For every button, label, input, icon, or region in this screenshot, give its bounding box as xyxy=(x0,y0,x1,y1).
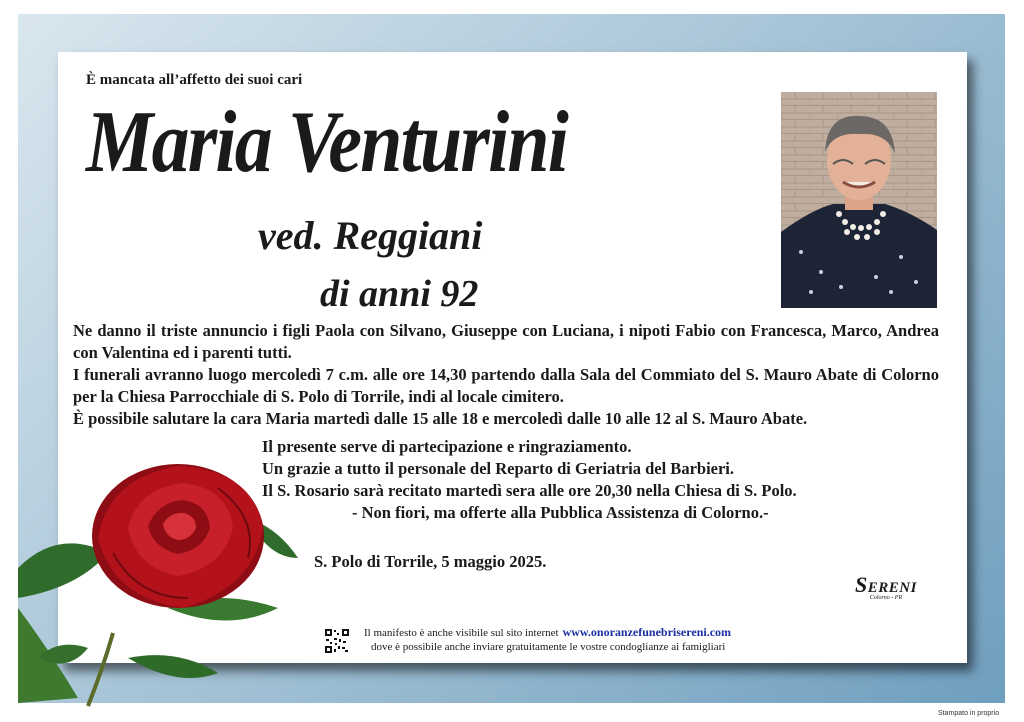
no-flowers-line: - Non fiori, ma offerte alla Pubblica Assistenza di Colorno.- xyxy=(352,503,769,522)
printed-note: Stampato in proprio xyxy=(938,710,1000,717)
rosary-line: Il S. Rosario sarà recitato martedì sera alle ore 20,30 nella Chiesa di S. Polo. xyxy=(262,481,797,500)
portrait-photo xyxy=(781,92,937,308)
participation-line: Il presente serve di partecipazione e ringraziamento. xyxy=(262,437,632,456)
deceased-name: Maria Venturini xyxy=(86,94,568,191)
funeral-paragraph: I funerali avranno luogo mercoledì 7 c.m. alle ore 14,30 partendo dalla Sala del Commiato del S. Mauro Abate di Colorno per la Chiesa Parrocchiale di S. Polo di Torrile, indi al locale cimitero. xyxy=(73,365,939,406)
qr-code-icon[interactable] xyxy=(325,629,349,653)
rose-icon xyxy=(18,458,308,708)
website-link[interactable]: www.onoranzefunebrisereni.com xyxy=(562,625,732,639)
footer-website-line: Il manifesto è anche visibile sul sito internet www.onoranzefunebrisereni.com xyxy=(364,625,732,639)
family-paragraph: Ne danno il triste annuncio i figli Paola con Silvano, Giuseppe con Luciana, i nipoti Fabio con Francesca, Marco, Andrea con Valentina ed i parenti tutti. xyxy=(73,321,939,362)
funeral-home-logo xyxy=(855,572,917,601)
thanks-line: Un grazie a tutto il personale del Reparto di Geriatria del Barbieri. xyxy=(262,459,735,478)
age-text: di anni 92 xyxy=(320,273,479,315)
secondary-notes xyxy=(262,436,882,524)
intro-text: È mancata all’affetto dei suoi cari xyxy=(86,72,303,88)
announcement-body xyxy=(73,320,939,430)
brand-location: Colorno - PR xyxy=(869,595,903,601)
footer-condolences-line: dove è possibile anche inviare gratuitamente le vostre condoglianze ai famigliari xyxy=(371,641,726,653)
brand-name: SERENI xyxy=(855,572,917,597)
widow-of: ved. Reggiani xyxy=(258,213,483,258)
visiting-paragraph: È possibile salutare la cara Maria martedì dalle 15 alle 18 e mercoledì dalle 10 alle 12 al S. Mauro Abate. xyxy=(73,409,808,428)
place-date: S. Polo di Torrile, 5 maggio 2025. xyxy=(314,552,547,571)
